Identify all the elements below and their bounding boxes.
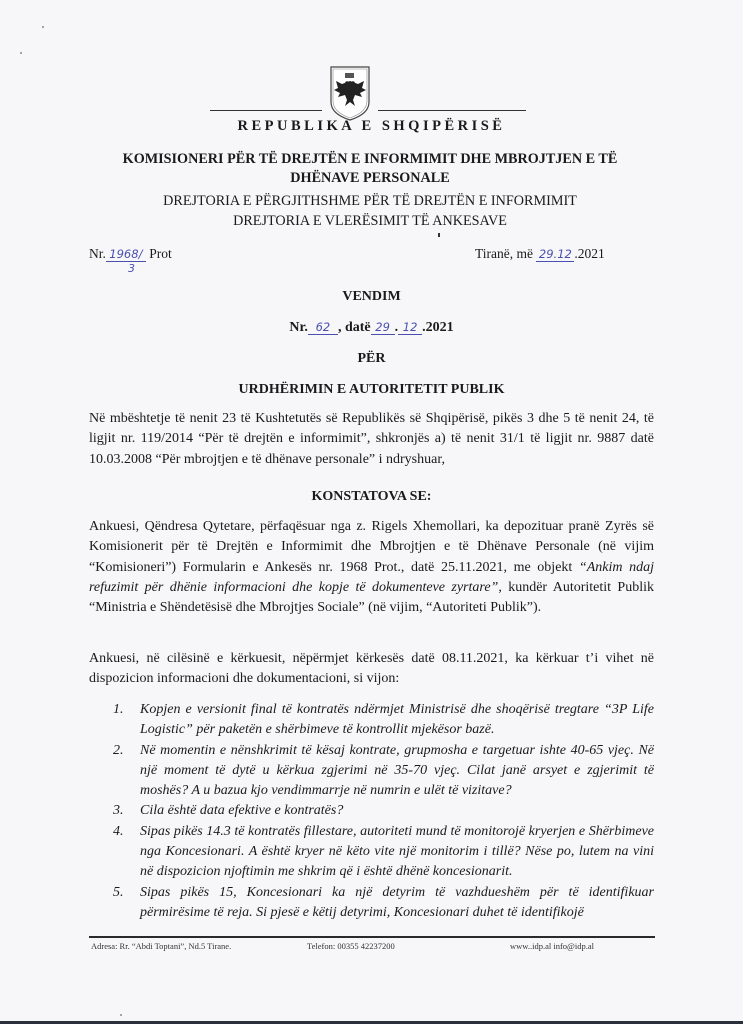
protocol-reference xyxy=(89,246,172,262)
decision-title: VENDIM xyxy=(342,289,401,304)
ink-mark xyxy=(438,233,440,237)
decision-nr-prefix: Nr. xyxy=(289,320,308,335)
directorate-general: DREJTORIA E PËRGJITHSHME PËR TË DREJTËN E INFORMIMIT xyxy=(163,193,577,209)
per-heading: PËR xyxy=(357,351,386,366)
footer-phone: Telefon: 00355 42237200 xyxy=(307,941,395,951)
complaint-text-pre: Ankuesi, Qëndresa Qytetare, përfaqësuar nga z. Rigels Xhemollari, ka depozituar pranë Zyrës së Komisionerit për të Drejtën e Informimit dhe Mbrojtjen e të Dhënave Personale (në vijim “Komisioneri”) Formularin e Ankesës nr. 1968 Prot., datë 25.11.2021, me objekt xyxy=(89,519,654,575)
list-item xyxy=(113,741,654,802)
institution-line-1: KOMISIONERI PËR TË DREJTËN E INFORMIMIT DHE MBROJTJEN E TË xyxy=(122,151,618,167)
list-item-text: Sipas pikës 15, Koncesionari ka një detyrim të vazhdueshëm për të identifikuar përmirësime të reja. Si pjesë e këtij detyrimi, Koncesionari duhet të identifikojë xyxy=(140,884,654,920)
footer-web: www..idp.al info@idp.al xyxy=(510,941,594,951)
date-handwritten: 29.12 xyxy=(536,247,574,262)
list-item-text: Kopjen e versionit final të kontratës ndërmjet Ministrisë dhe shoqërisë tregtare “3P Life Logistic” për paketën e shërbimeve të kontrollit mjekësor bazë. xyxy=(140,702,654,738)
list-item-text: Sipas pikës 14.3 të kontratës fillestare, autoriteti mund të monitorojë kryerjen e Shërbimeve nga Koncesionari. A është kryer në këto vite një monitorim i tillë? Nëse po, lutem na vini në dispozicion njoftimin me shkrim që i është dhënë koncesionarit. xyxy=(140,823,654,880)
complaint-paragraph xyxy=(89,517,654,618)
institution-line-2: DHËNAVE PERSONALE xyxy=(290,170,450,186)
institution-name xyxy=(90,150,650,188)
coat-of-arms-icon xyxy=(328,64,372,122)
protocol-number-handwritten: 1968/ xyxy=(106,247,146,262)
complaint-object: “Ankim ndaj refuzimit për dhënie informacioni dhe kopje të dokumenteve zyrtare” xyxy=(89,559,654,595)
legal-basis-paragraph: Në mbështetje të nenit 23 të Kushtetutës së Republikës së Shqipërisë, pikës 3 dhe 5 të nenit 24, të ligjit nr. 119/2014 “Për të drejtën e informimit”, shkronjës a) të nenit 31/1 të ligjit nr. 9887 datë 10.03.2008 “Për mbrojtjen e të dhënave personale” i ndryshuar, xyxy=(89,411,654,467)
list-item-number: 4. xyxy=(113,823,124,839)
list-item-text: Cila është data efektive e kontratës? xyxy=(140,803,344,819)
protocol-sub-handwritten: 3 xyxy=(128,262,135,275)
request-intro-paragraph: Ankuesi, në cilësinë e kërkuesit, nëpërmjet kërkesës datë 08.11.2021, ka kërkuar t’i vihet në dispozicion informacioni dhe dokumentacioni, si vijon: xyxy=(89,651,654,687)
header-rule-right xyxy=(378,110,526,111)
scan-speck xyxy=(42,26,44,28)
place-date xyxy=(475,246,605,262)
footer-rule xyxy=(89,936,655,938)
findings-heading: KONSTATOVA SE: xyxy=(311,489,432,504)
place-prefix: Tiranë, më xyxy=(475,246,533,261)
decision-month-handwritten: 12 xyxy=(398,320,422,335)
list-item-number: 5. xyxy=(113,884,124,900)
date-year: .2021 xyxy=(574,246,605,261)
requests-list xyxy=(113,700,654,923)
list-item xyxy=(113,883,654,924)
decision-day-handwritten: 29 xyxy=(371,320,395,335)
list-item-text: Në momentin e nënshkrimit të kësaj kontrate, grupmosha e targetuar ishte 40-65 vjeç. Në një moment të dytë u kërkua zgjerimi në 35-70 vjeç. Cilat janë arsyet e zgjerimit të moshës? A u bazua kjo vendimmarrje në numrin e ulët të vizitave? xyxy=(140,742,654,799)
directorates xyxy=(90,191,650,231)
list-item xyxy=(113,700,654,741)
protocol-suffix: Prot xyxy=(149,246,172,261)
decision-subject: URDHËRIMIN E AUTORITETIT PUBLIK xyxy=(238,382,505,397)
decision-number-line: Nr. 62 , datë 29 . 12 .2021 xyxy=(289,320,454,335)
complaint-text-post: , kundër Autoritetit Publik “Ministria e Shëndetësisë dhe Mbrojtjes Sociale” (në vijim, “Autoriteti Publik”). xyxy=(89,579,654,616)
republic-title: REPUBLIKA E SHQIPËRISË xyxy=(237,118,506,134)
protocol-nr-prefix: Nr. xyxy=(89,246,106,261)
decision-number-handwritten: 62 xyxy=(308,320,338,335)
directorate: DREJTORIA E VLERËSIMIT TË ANKESAVE xyxy=(233,213,507,229)
footer-address: Adresa: Rr. “Abdi Toptani”, Nd.5 Tirane. xyxy=(91,941,232,951)
header-rule-left xyxy=(210,110,322,111)
scan-speck xyxy=(120,1014,122,1016)
list-item-number: 3. xyxy=(113,803,124,819)
scan-speck xyxy=(20,52,22,54)
decision-year: .2021 xyxy=(422,320,454,335)
list-item-number: 2. xyxy=(113,742,124,758)
list-item-number: 1. xyxy=(113,702,124,717)
decision-date-prefix: , datë xyxy=(337,320,371,335)
list-item xyxy=(113,822,654,883)
list-item xyxy=(113,801,654,821)
